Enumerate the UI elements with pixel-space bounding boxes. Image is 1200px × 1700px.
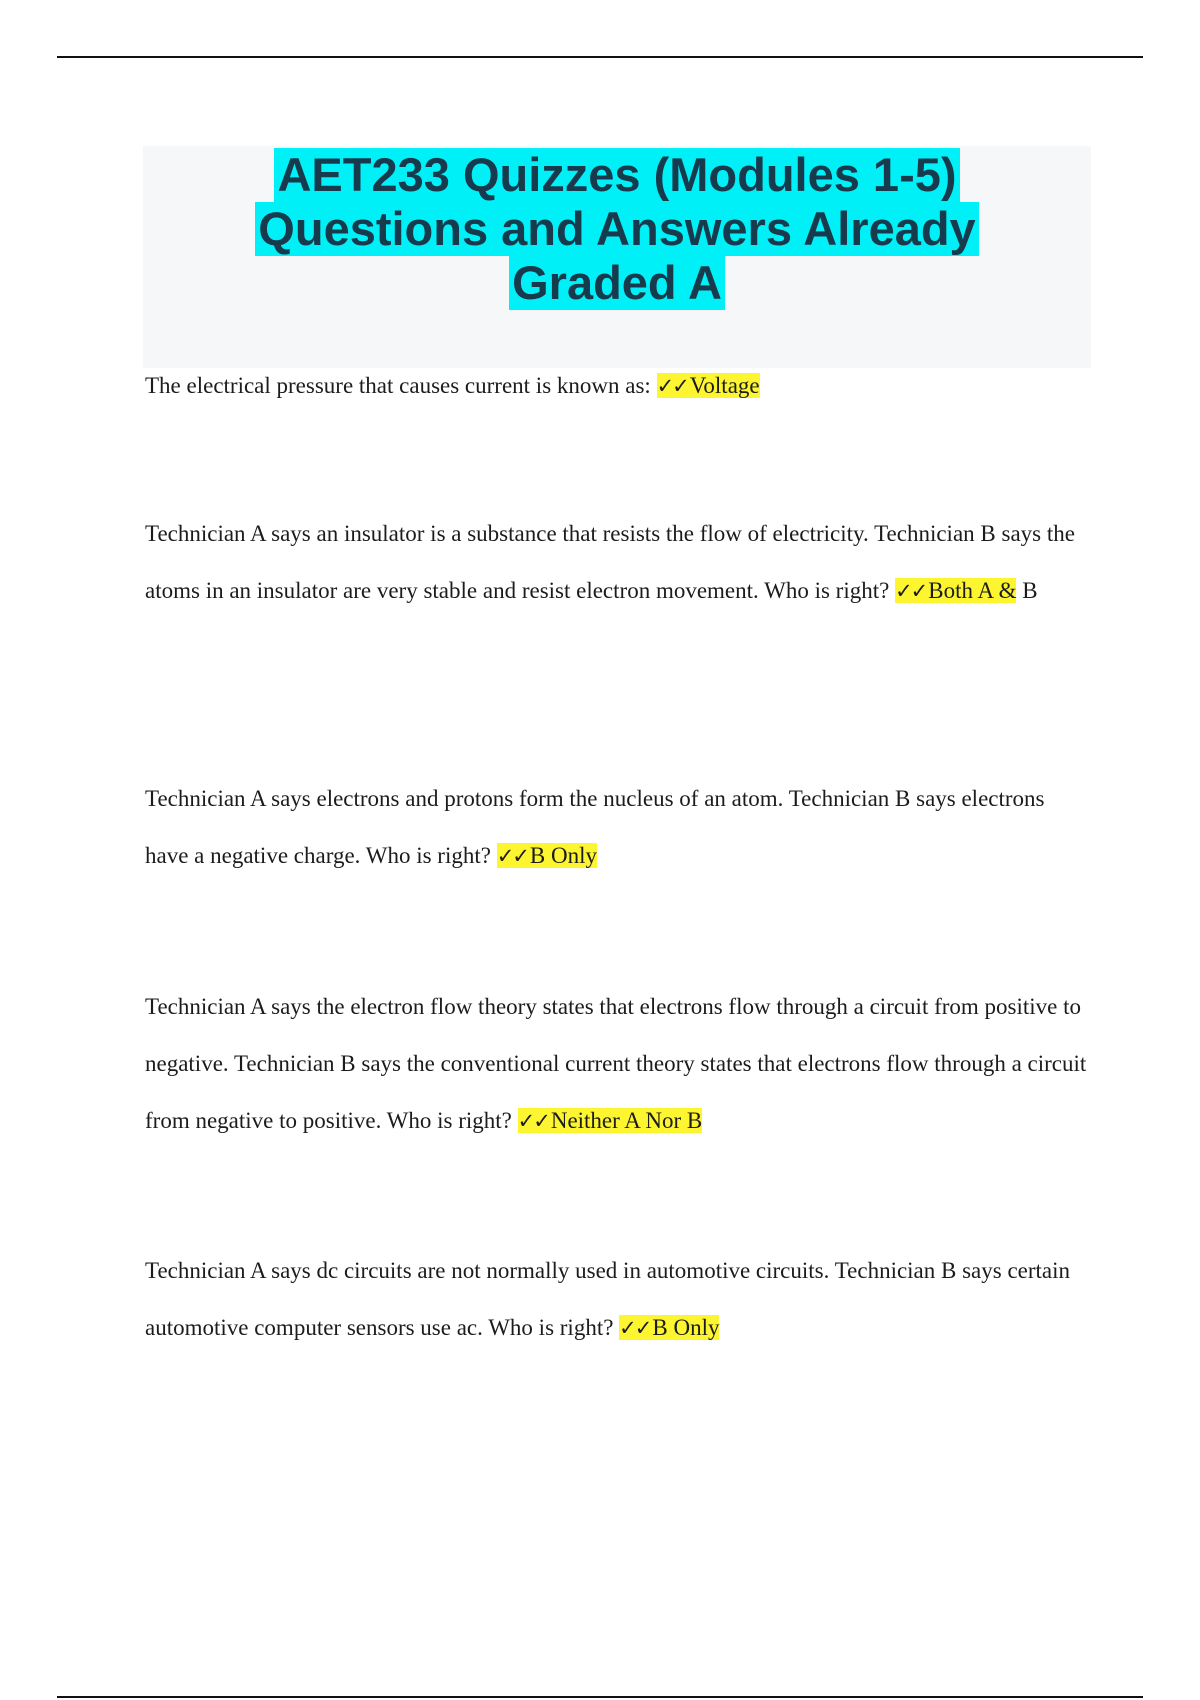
answer-text: B Only [529,843,597,868]
question-text: Technician A says dc circuits are not normally used in automotive circuits. Technician B says certain automotive computer sensors use ac. Who is right? [145,1258,1071,1340]
double-check-icon: ✓✓ [619,1316,651,1340]
double-check-icon: ✓✓ [895,579,927,603]
bottom-rule [57,1696,1143,1698]
answer-highlight [657,373,760,398]
answer-highlight [518,1108,703,1133]
question-text: The electrical pressure that causes current is known as: [145,373,657,398]
question-1 [145,357,1090,415]
answer-text: Both A & [928,578,1017,603]
question-text: Technician A says the electron flow theory states that electrons flow through a circuit from positive to negative. Technician B says the conventional current theory states that electrons flow through a circuit from negative to positive. Who is right? [145,994,1087,1133]
document-title [143,146,1091,310]
double-check-icon: ✓✓ [496,844,528,868]
title-block [143,146,1091,368]
answer-text: B Only [652,1315,720,1340]
question-5 [145,1242,1090,1357]
answer-suffix: B [1016,578,1038,603]
double-check-icon: ✓✓ [656,374,688,398]
question-2 [145,505,1090,620]
title-line-3: Graded A [509,256,725,310]
title-line-2: Questions and Answers Already [255,202,978,256]
question-text: Technician A says electrons and protons form the nucleus of an atom. Technician B says electrons have a negative charge. Who is right? [145,786,1045,868]
answer-highlight [619,1315,719,1340]
answer-text: Neither A Nor B [550,1108,703,1133]
question-4 [145,978,1090,1150]
title-line-1: AET233 Quizzes (Modules 1-5) [274,148,959,202]
answer-highlight [497,843,597,868]
top-rule [57,56,1143,58]
question-text: Technician A says an insulator is a substance that resists the flow of electricity. Technician B says the atoms in an insulator are very stable and resist electron movement. Who is right? [145,521,1075,603]
answer-text: Voltage [689,373,760,398]
answer-highlight [895,578,1016,603]
double-check-icon: ✓✓ [517,1109,549,1133]
question-3 [145,770,1090,885]
